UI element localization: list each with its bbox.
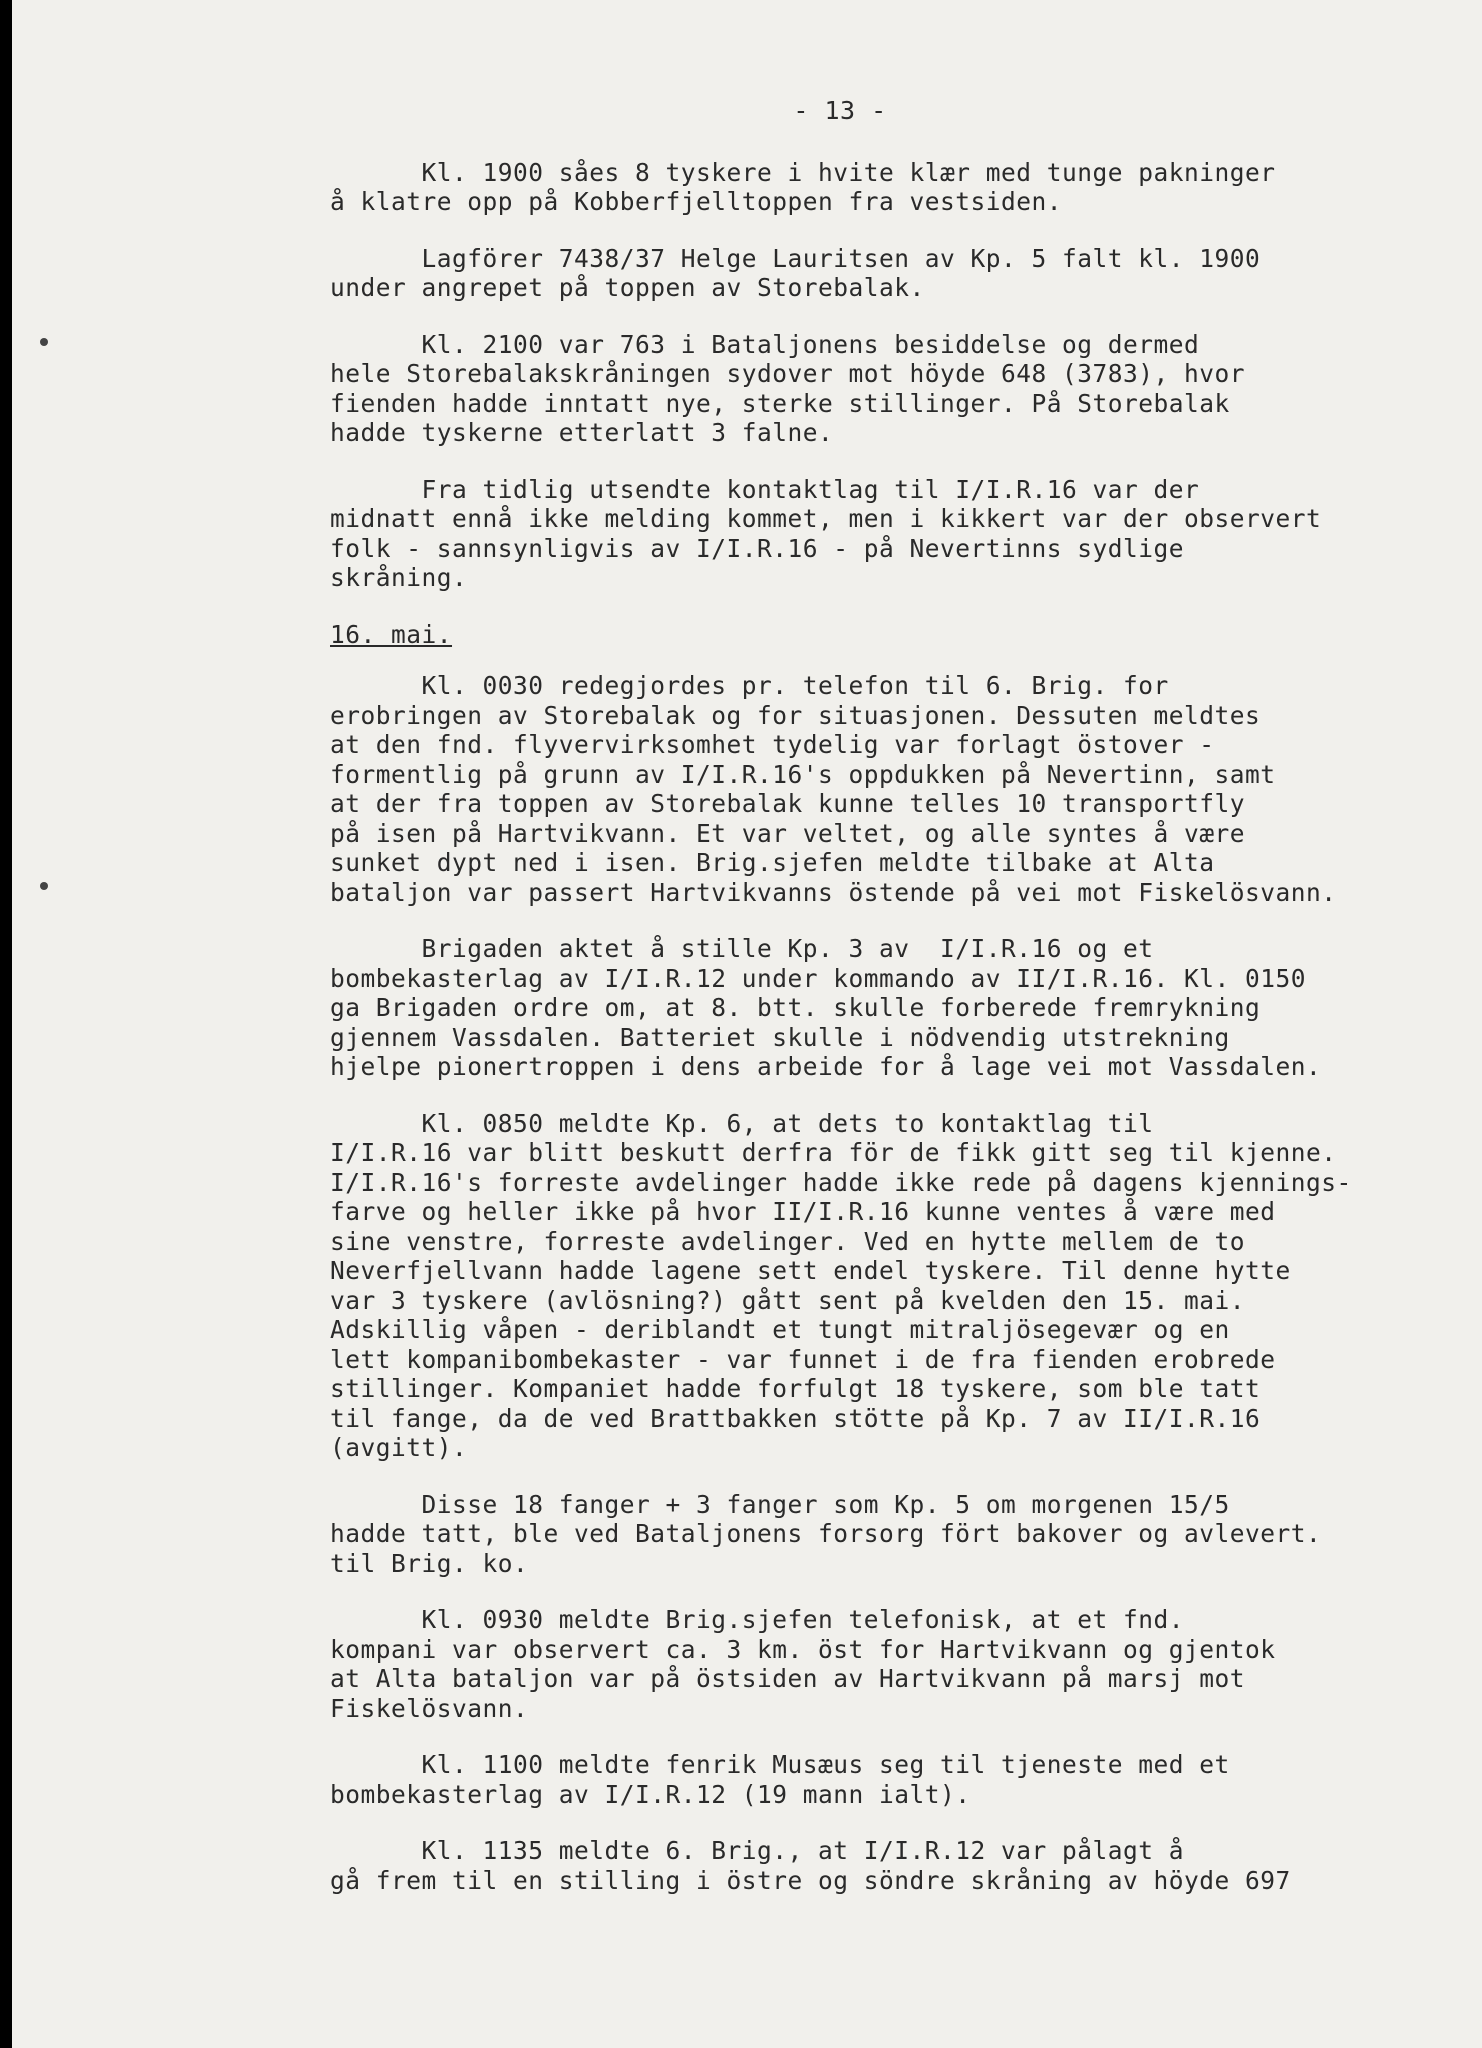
paragraph bbox=[330, 934, 1430, 1082]
document-page bbox=[12, 0, 1482, 2048]
page-number: - 13 - bbox=[793, 96, 887, 125]
paragraph bbox=[330, 475, 1430, 593]
paragraph bbox=[330, 1836, 1430, 1895]
punch-hole-mark bbox=[40, 338, 48, 346]
text-line: Kl. 1900 såes 8 tyskere i hvite klær med tunge pakninger bbox=[330, 157, 1276, 187]
text-line: hadde tyskerne etterlatt 3 falne. bbox=[330, 418, 834, 447]
punch-hole-mark bbox=[40, 882, 48, 890]
typewritten-text bbox=[330, 96, 1430, 1922]
text-line: Kl. 2100 var 763 i Bataljonens besiddelse og dermed bbox=[330, 329, 1200, 359]
text-line: gjennem Vassdalen. Batteriet skulle i nödvendig utstrekning bbox=[330, 1022, 1230, 1052]
text-line: stillinger. Kompaniet hadde forfulgt 18 tyskere, som ble tatt bbox=[330, 1374, 1261, 1403]
text-line: Kl. 0850 meldte Kp. 6, at dets to kontaktlag til bbox=[330, 1108, 1154, 1138]
paragraph bbox=[330, 158, 1430, 217]
text-line: lett kompanibombekaster - var funnet i de fra fienden erobrede bbox=[330, 1344, 1276, 1374]
text-line: sine venstre, forreste avdelinger. Ved en hytte mellem de to bbox=[330, 1226, 1246, 1256]
text-line: Adskillig våpen - deriblandt et tungt mitraljösegevær og en bbox=[330, 1315, 1230, 1344]
text-line: Fra tidlig utsendte kontaktlag til I/I.R.16 var der bbox=[330, 474, 1200, 504]
text-line: Brigaden aktet å stille Kp. 3 av I/I.R.16 og et bbox=[330, 934, 1154, 963]
text-line: folk - sannsynligvis av I/I.R.16 - på Nevertinns sydlige bbox=[330, 533, 1185, 563]
text-line: (avgitt). bbox=[330, 1433, 468, 1462]
text-line: bataljon var passert Hartvikvanns östende på vei mot Fiskelösvann. bbox=[330, 877, 1337, 907]
text-line: til fange, da de ved Brattbakken stötte på Kp. 7 av II/I.R.16 bbox=[330, 1403, 1261, 1433]
paragraph bbox=[330, 1605, 1430, 1723]
paragraph bbox=[330, 1750, 1430, 1809]
text-line: I/I.R.16's forreste avdelinger hadde ikke rede på dagens kjennings- bbox=[330, 1167, 1352, 1197]
text-line: at der fra toppen av Storebalak kunne telles 10 transportfly bbox=[330, 789, 1246, 818]
text-line: var 3 tyskere (avlösning?) gått sent på kvelden den 15. mai. bbox=[330, 1285, 1246, 1315]
text-line: å klatre opp på Kobberfjelltoppen fra vestsiden. bbox=[330, 187, 1063, 216]
text-line: bombekasterlag av I/I.R.12 under kommando av II/I.R.16. Kl. 0150 bbox=[330, 963, 1307, 993]
text-line: formentlig på grunn av I/I.R.16's oppdukken på Nevertinn, samt bbox=[330, 759, 1276, 789]
text-line: Lagförer 7438/37 Helge Lauritsen av Kp. 5 falt kl. 1900 bbox=[330, 243, 1261, 273]
text-line: hadde tatt, ble ved Bataljonens forsorg fört bakover og avlevert. bbox=[330, 1519, 1322, 1548]
document-body bbox=[330, 158, 1430, 1896]
text-line: Kl. 0030 redegjordes pr. telefon til 6. Brig. for bbox=[330, 671, 1169, 700]
text-line: gå frem til en stilling i östre og söndre skråning av höyde 697 bbox=[330, 1865, 1291, 1895]
text-line: at den fnd. flyvervirksomhet tydelig var forlagt östover - bbox=[330, 730, 1215, 759]
paragraph bbox=[330, 671, 1430, 907]
text-line: på isen på Hartvikvann. Et var veltet, og alle syntes å være bbox=[330, 818, 1246, 848]
text-line: Disse 18 fanger + 3 fanger som Kp. 5 om morgenen 15/5 bbox=[330, 1489, 1230, 1519]
text-line: hele Storebalakskråningen sydover mot höyde 648 (3783), hvor bbox=[330, 359, 1246, 388]
text-line: farve og heller ikke på hvor II/I.R.16 kunne ventes å være med bbox=[330, 1197, 1276, 1226]
section-heading: 16. mai. bbox=[330, 619, 453, 649]
text-line: Kl. 1135 meldte 6. Brig., at I/I.R.12 var pålagt å bbox=[330, 1836, 1185, 1865]
text-line: hjelpe pionertroppen i dens arbeide for å lage vei mot Vassdalen. bbox=[330, 1052, 1322, 1081]
text-line: Fiskelösvann. bbox=[330, 1693, 529, 1723]
text-line: I/I.R.16 var blitt beskutt derfra för de fikk gitt seg til kjenne. bbox=[330, 1138, 1337, 1167]
text-line: under angrepet på toppen av Storebalak. bbox=[330, 273, 925, 302]
text-line: at Alta bataljon var på östsiden av Hartvikvann på marsj mot bbox=[330, 1664, 1246, 1693]
text-line: skråning. bbox=[330, 563, 468, 592]
text-line: ga Brigaden ordre om, at 8. btt. skulle forberede fremrykning bbox=[330, 993, 1261, 1022]
paragraph bbox=[330, 244, 1430, 303]
text-line: midnatt ennå ikke melding kommet, men i kikkert var der observert bbox=[330, 504, 1322, 533]
text-line: fienden hadde inntatt nye, sterke stillinger. På Storebalak bbox=[330, 388, 1230, 418]
text-line: Kl. 1100 meldte fenrik Musæus seg til tjeneste med et bbox=[330, 1750, 1230, 1779]
text-line: erobringen av Storebalak og for situasjonen. Dessuten meldtes bbox=[330, 700, 1261, 730]
paragraph bbox=[330, 1109, 1430, 1463]
paragraph bbox=[330, 330, 1430, 448]
text-line: bombekasterlag av I/I.R.12 (19 mann ialt). bbox=[330, 1779, 971, 1809]
text-line: til Brig. ko. bbox=[330, 1548, 529, 1578]
text-line: sunket dypt ned i isen. Brig.sjefen meldte tilbake at Alta bbox=[330, 848, 1215, 877]
text-line: kompani var observert ca. 3 km. öst for Hartvikvann og gjentok bbox=[330, 1634, 1276, 1664]
paragraph bbox=[330, 1490, 1430, 1579]
text-line: Neverfjellvann hadde lagene sett endel tyskere. Til denne hytte bbox=[330, 1256, 1291, 1285]
text-line: Kl. 0930 meldte Brig.sjefen telefonisk, at et fnd. bbox=[330, 1605, 1185, 1634]
